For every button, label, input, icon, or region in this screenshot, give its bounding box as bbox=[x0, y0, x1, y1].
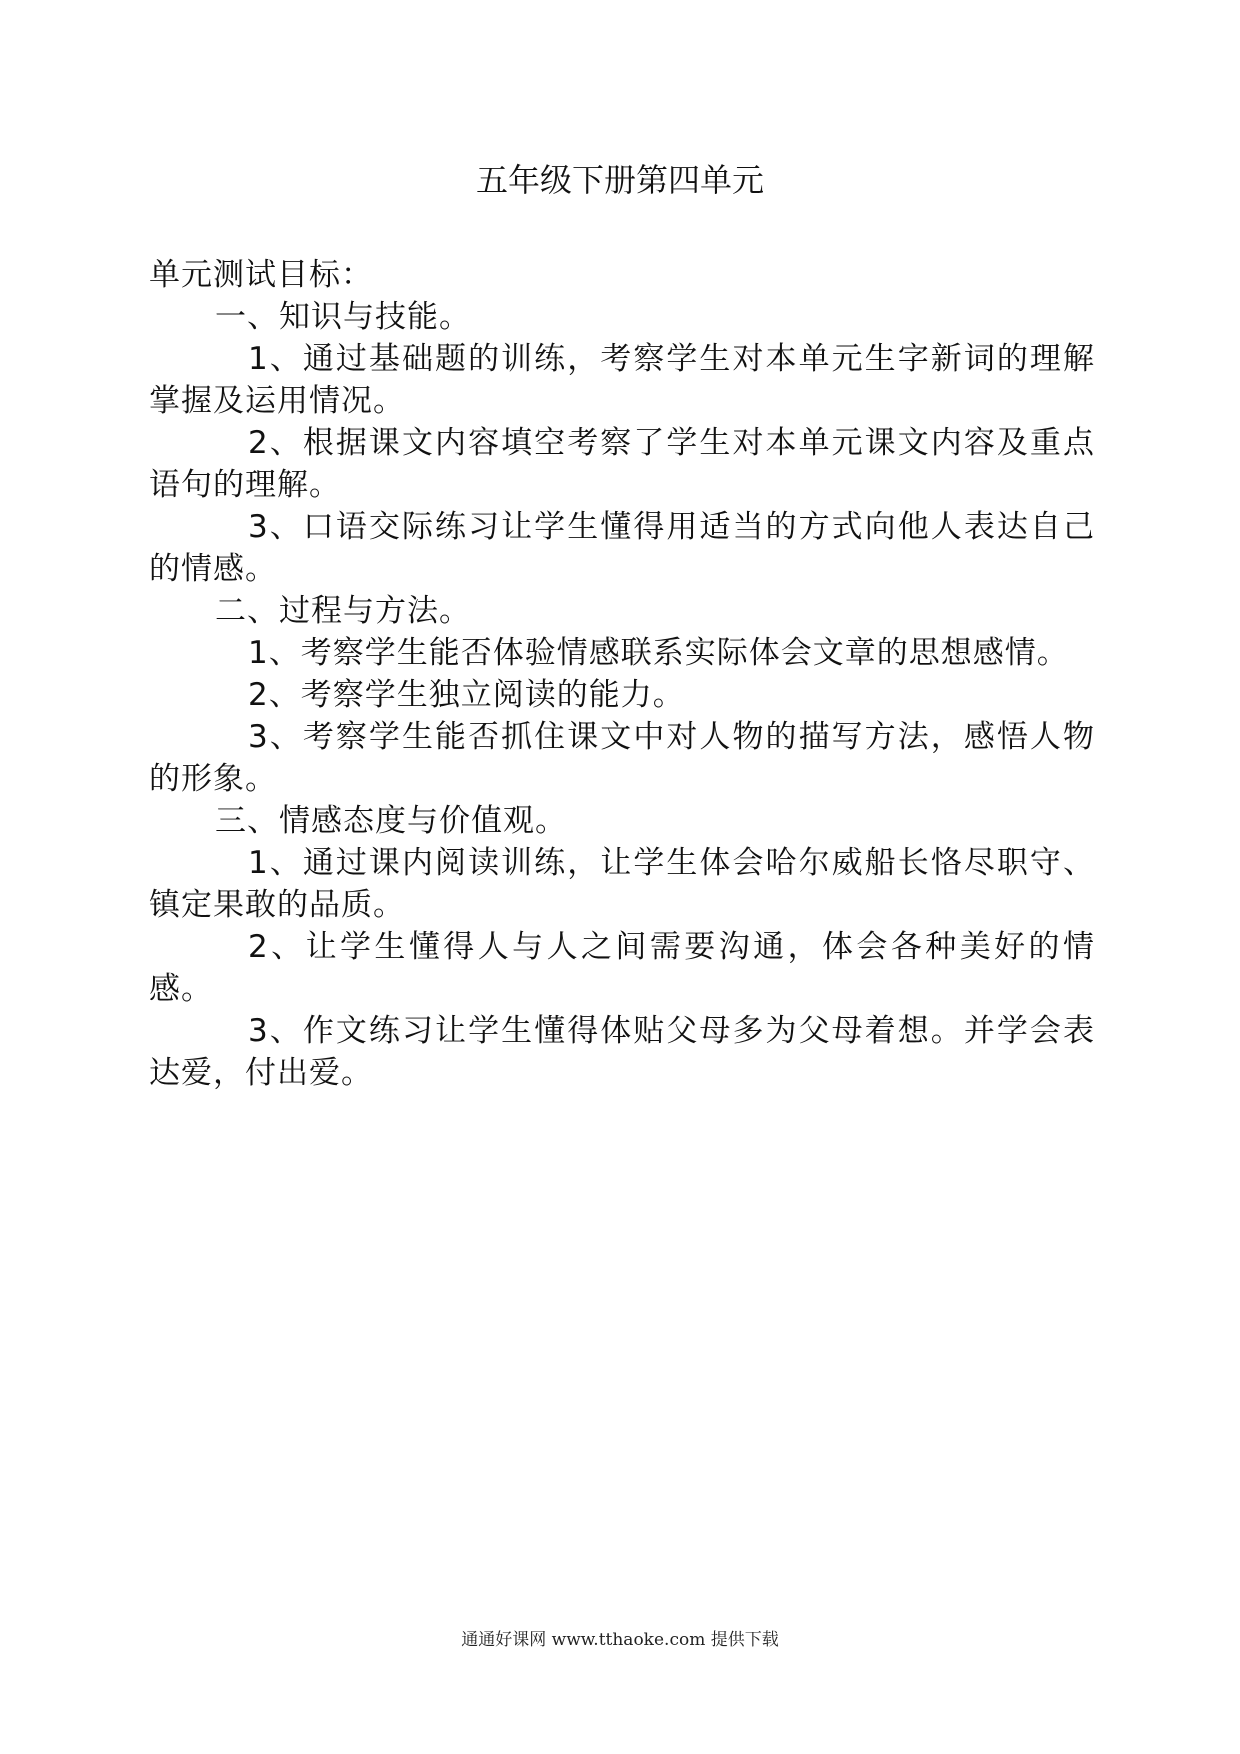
section-item: 2、考察学生独立阅读的能力。 bbox=[248, 677, 685, 713]
section-knowledge-skills bbox=[149, 296, 1095, 590]
section-item: 2、让学生懂得人与人之间需要沟通，体会各种美好的情感。 bbox=[149, 929, 1095, 1007]
section-title: 三、情感态度与价值观。 bbox=[215, 803, 567, 839]
section-item: 3、作文练习让学生懂得体贴父母多为父母着想。并学会表达爱，付出爱。 bbox=[149, 1013, 1095, 1091]
section-emotion-values bbox=[149, 800, 1095, 1094]
section-item: 3、口语交际练习让学生懂得用适当的方式向他人表达自己的情感。 bbox=[149, 509, 1095, 587]
section-item: 1、通过基础题的训练，考察学生对本单元生字新词的理解掌握及运用情况。 bbox=[149, 341, 1095, 419]
section-item: 1、考察学生能否体验情感联系实际体会文章的思想感情。 bbox=[248, 635, 1069, 671]
section-item: 3、考察学生能否抓住课文中对人物的描写方法，感悟人物的形象。 bbox=[149, 719, 1095, 797]
download-footer: 通通好课网 www.tthaoke.com 提供下载 bbox=[461, 1630, 779, 1650]
section-item: 2、根据课文内容填空考察了学生对本单元课文内容及重点语句的理解。 bbox=[149, 425, 1095, 503]
section-item: 1、通过课内阅读训练，让学生体会哈尔威船长恪尽职守、镇定果敢的品质。 bbox=[149, 845, 1095, 923]
document-body bbox=[149, 254, 1095, 1094]
section-title: 一、知识与技能。 bbox=[215, 299, 471, 335]
section-process-methods bbox=[149, 590, 1095, 800]
document-title: 五年级下册第四单元 bbox=[475, 161, 764, 199]
section-title: 二、过程与方法。 bbox=[215, 593, 471, 629]
objectives-heading: 单元测试目标： bbox=[149, 257, 373, 293]
